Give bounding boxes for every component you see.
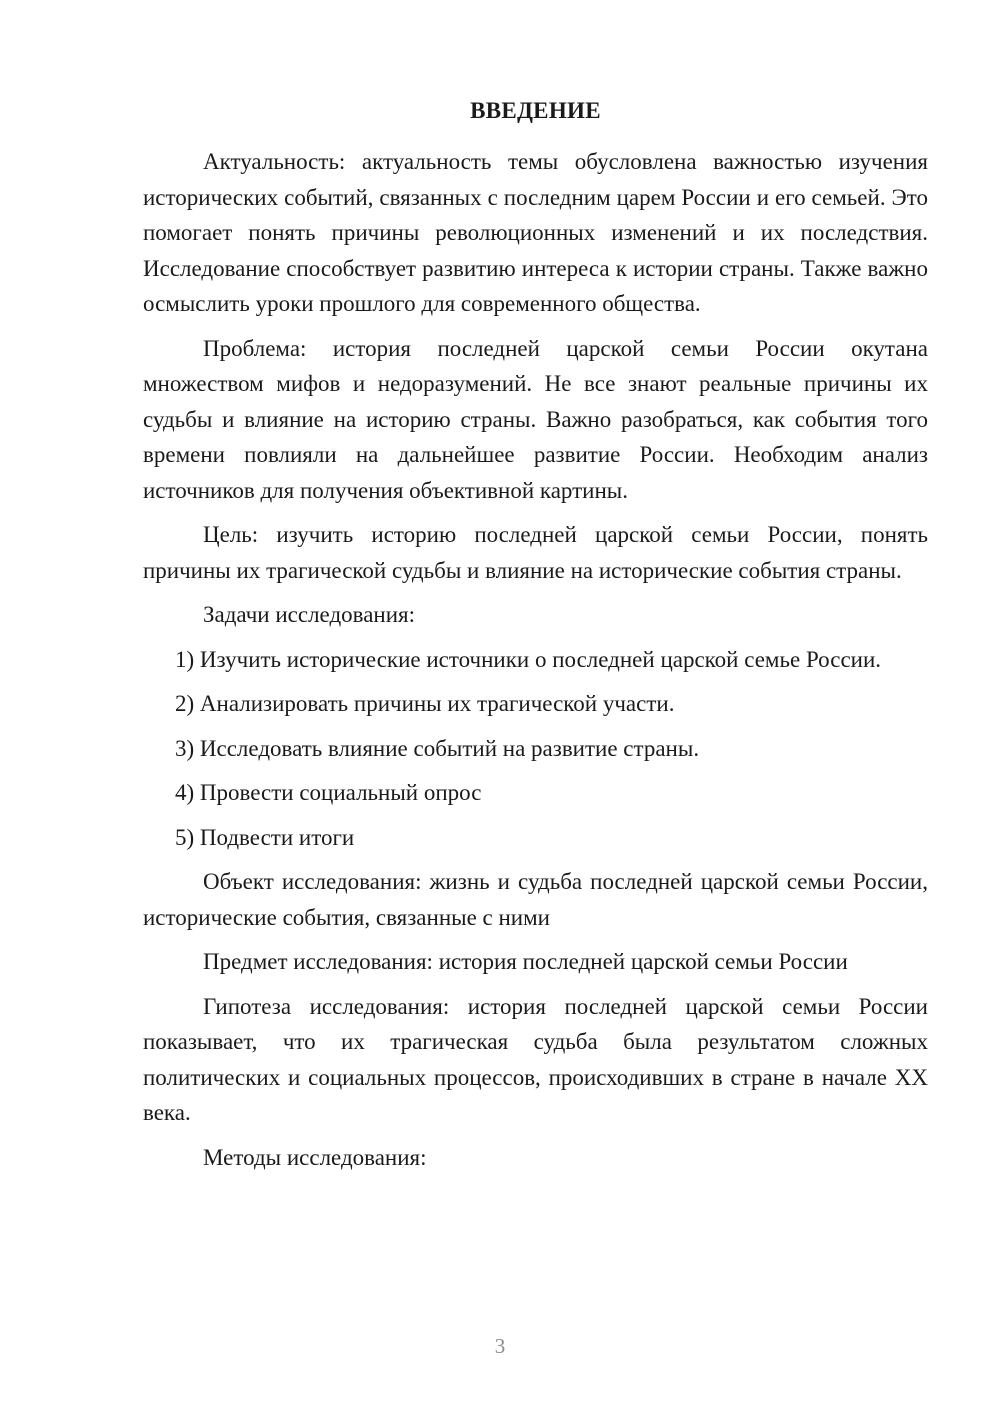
task-item-5: 5) Подвести итоги (175, 824, 355, 850)
task-item-4: 4) Провести социальный опрос (175, 780, 482, 805)
paragraph-hypothesis: Гипотеза исследования: история последней царской семьи России показывает, что их трагическая судьба была результатом сложных политических и социальных процессов, происходивших в стране в начале XX века. (143, 993, 928, 1125)
paragraph-object: Объект исследования: жизнь и судьба последней царской семьи России, исторические события, связанные с ними (143, 869, 928, 930)
tasks-title: Задачи исследования: (203, 602, 416, 627)
paragraph-goal: Цель: изучить историю последней царской семьи России, понять причины их трагической судьбы и влияние на исторические события страны. (143, 522, 928, 583)
page-number: 3 (494, 1334, 506, 1358)
task-item-2: 2) Анализировать причины их трагической участи. (175, 691, 675, 716)
methods-title: Методы исследования: (203, 1144, 427, 1170)
document-page (143, 96, 928, 1184)
paragraph-subject: Предмет исследования: история последней царской семьи России (203, 949, 848, 974)
task-item-1: 1) Изучить исторические источники о последней царской семье России. (175, 646, 882, 672)
task-item-3: 3) Исследовать влияние событий на развитие страны. (175, 735, 700, 761)
page-heading: ВВЕДЕНИЕ (470, 98, 601, 123)
paragraph-problem: Проблема: история последней царской семьи России окутана множеством мифов и недоразумений. Не все знают реальные причины их судьбы и влияние на историю страны. Важно разобраться, как события того времени повлияли на дальнейшее развитие России. Необходим анализ источников для получения объективной картины. (143, 335, 928, 503)
paragraph-relevance: Актуальность: актуальность темы обусловлена важностью изучения исторических событий, связанных с последним царем России и его семьей. Это помогает понять причины революционных изменений и их последствия. Исследование способствует развитию интереса к истории страны. Также важно осмыслить уроки прошлого для современного общества. (143, 149, 928, 316)
